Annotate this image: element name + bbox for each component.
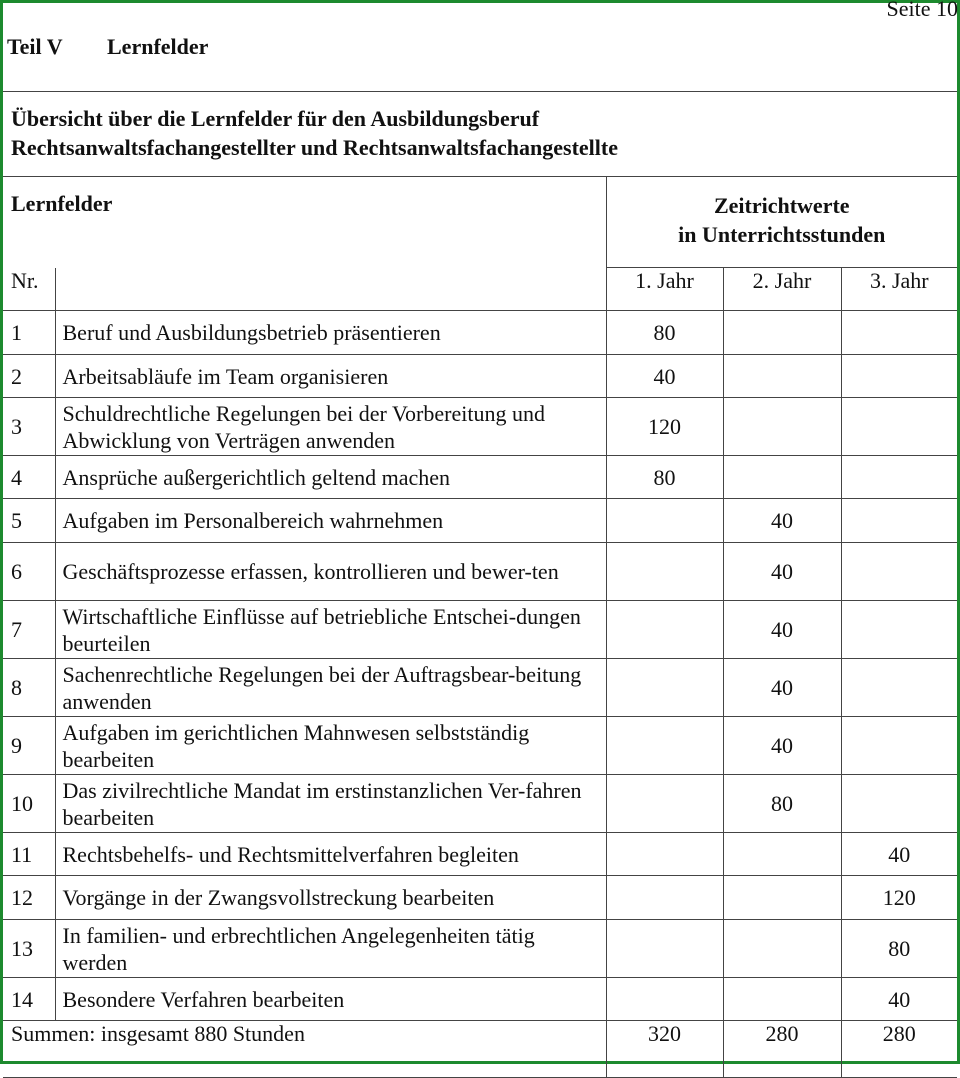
row-number: 11 — [3, 833, 55, 876]
hours-year-3 — [841, 601, 957, 659]
lernfeld-name: Aufgaben im Personalbereich wahrnehmen — [55, 499, 606, 543]
hours-year-2 — [723, 355, 841, 398]
row-number: 9 — [3, 717, 55, 775]
hours-year-1: 40 — [606, 355, 723, 398]
hours-year-1 — [606, 499, 723, 543]
hours-year-3: 80 — [841, 920, 957, 978]
hours-year-2: 40 — [723, 601, 841, 659]
lernfeld-name: Rechtsbehelfs- und Rechtsmittelverfahren begleiten — [55, 833, 606, 876]
column-header-year-1: 1. Jahr — [606, 268, 723, 311]
table-row — [3, 775, 957, 833]
lernfeld-name: Besondere Verfahren bearbeiten — [55, 978, 606, 1021]
hours-year-1 — [606, 717, 723, 775]
hours-year-2: 80 — [723, 775, 841, 833]
page-number: Seite 10 — [886, 0, 958, 21]
table-row — [3, 311, 957, 355]
table-row — [3, 833, 957, 876]
lernfeld-name: Geschäftsprozesse erfassen, kontrollieren und bewer-ten — [55, 543, 606, 601]
table-row — [3, 659, 957, 717]
lernfeld-name: In familien- und erbrechtlichen Angelegenheiten tätig werden — [55, 920, 606, 978]
zeitrichtwerte-line2: in Unterrichtsstunden — [678, 222, 886, 247]
overview-title-line1: Übersicht über die Lernfelder für den Ausbildungsberuf — [11, 106, 540, 131]
hours-year-1 — [606, 833, 723, 876]
lernfeld-name: Aufgaben im gerichtlichen Mahnwesen selbstständig bearbeiten — [55, 717, 606, 775]
lernfeld-name: Beruf und Ausbildungsbetrieb präsentieren — [55, 311, 606, 355]
table-row — [3, 978, 957, 1021]
table-row — [3, 456, 957, 499]
hours-year-2 — [723, 978, 841, 1021]
hours-year-1 — [606, 775, 723, 833]
hours-year-1: 80 — [606, 456, 723, 499]
table-row — [3, 398, 957, 456]
hours-year-3 — [841, 456, 957, 499]
table-row — [3, 876, 957, 920]
hours-year-3 — [841, 543, 957, 601]
lernfeld-name: Arbeitsabläufe im Team organisieren — [55, 355, 606, 398]
hours-year-3 — [841, 659, 957, 717]
table-subheader-row — [3, 268, 957, 311]
lernfeld-name: Ansprüche außergerichtlich geltend machen — [55, 456, 606, 499]
hours-year-3 — [841, 311, 957, 355]
row-number: 5 — [3, 499, 55, 543]
hours-year-1 — [606, 543, 723, 601]
hours-year-2 — [723, 456, 841, 499]
hours-year-3: 120 — [841, 876, 957, 920]
hours-year-1: 80 — [606, 311, 723, 355]
lernfelder-table-box — [3, 91, 957, 1061]
sum-row — [3, 1021, 957, 1078]
part-header — [7, 34, 208, 60]
hours-year-2 — [723, 398, 841, 456]
column-header-nr: Nr. — [3, 268, 55, 311]
hours-year-3 — [841, 775, 957, 833]
row-number: 13 — [3, 920, 55, 978]
table-row — [3, 717, 957, 775]
row-number: 10 — [3, 775, 55, 833]
row-number: 8 — [3, 659, 55, 717]
hours-year-3 — [841, 398, 957, 456]
part-title: Lernfelder — [107, 34, 209, 59]
hours-year-2 — [723, 920, 841, 978]
sum-year-2: 280 — [723, 1021, 841, 1078]
hours-year-1 — [606, 876, 723, 920]
sum-year-3: 280 — [841, 1021, 957, 1078]
lernfelder-table — [3, 177, 957, 1078]
lernfeld-name: Vorgänge in der Zwangsvollstreckung bearbeiten — [55, 876, 606, 920]
hours-year-2: 40 — [723, 659, 841, 717]
column-header-year-2: 2. Jahr — [723, 268, 841, 311]
row-number: 3 — [3, 398, 55, 456]
hours-year-2: 40 — [723, 717, 841, 775]
hours-year-3 — [841, 499, 957, 543]
row-number: 6 — [3, 543, 55, 601]
column-header-lernfelder: Lernfelder — [3, 177, 606, 268]
row-number: 12 — [3, 876, 55, 920]
row-number: 7 — [3, 601, 55, 659]
table-row — [3, 601, 957, 659]
hours-year-1 — [606, 659, 723, 717]
hours-year-3: 40 — [841, 833, 957, 876]
sum-year-1: 320 — [606, 1021, 723, 1078]
lernfeld-name: Schuldrechtliche Regelungen bei der Vorbereitung und Abwicklung von Verträgen anwenden — [55, 398, 606, 456]
hours-year-2: 40 — [723, 499, 841, 543]
hours-year-2 — [723, 833, 841, 876]
table-row — [3, 499, 957, 543]
column-header-year-3: 3. Jahr — [841, 268, 957, 311]
column-header-blank — [55, 268, 606, 311]
hours-year-2 — [723, 876, 841, 920]
table-row — [3, 920, 957, 978]
lernfeld-name: Das zivilrechtliche Mandat im erstinstanzlichen Ver-fahren bearbeiten — [55, 775, 606, 833]
zeitrichtwerte-line1: Zeitrichtwerte — [713, 193, 850, 218]
hours-year-1 — [606, 978, 723, 1021]
table-header-row — [3, 177, 957, 268]
column-header-zeitrichtwerte — [606, 177, 957, 268]
row-number: 4 — [3, 456, 55, 499]
hours-year-1 — [606, 601, 723, 659]
overview-title-line2: Rechtsanwaltsfachangestellter und Rechtsanwaltsfachangestellte — [11, 135, 618, 160]
hours-year-3 — [841, 355, 957, 398]
hours-year-1: 120 — [606, 398, 723, 456]
lernfeld-name: Sachenrechtliche Regelungen bei der Auftragsbear-beitung anwenden — [55, 659, 606, 717]
lernfeld-name: Wirtschaftliche Einflüsse auf betriebliche Entschei-dungen beurteilen — [55, 601, 606, 659]
row-number: 2 — [3, 355, 55, 398]
hours-year-3 — [841, 717, 957, 775]
part-label: Teil V — [7, 34, 63, 59]
hours-year-3: 40 — [841, 978, 957, 1021]
overview-title — [3, 92, 957, 177]
row-number: 14 — [3, 978, 55, 1021]
row-number: 1 — [3, 311, 55, 355]
hours-year-1 — [606, 920, 723, 978]
hours-year-2 — [723, 311, 841, 355]
sum-label: Summen: insgesamt 880 Stunden — [3, 1021, 606, 1078]
table-row — [3, 543, 957, 601]
hours-year-2: 40 — [723, 543, 841, 601]
table-row — [3, 355, 957, 398]
